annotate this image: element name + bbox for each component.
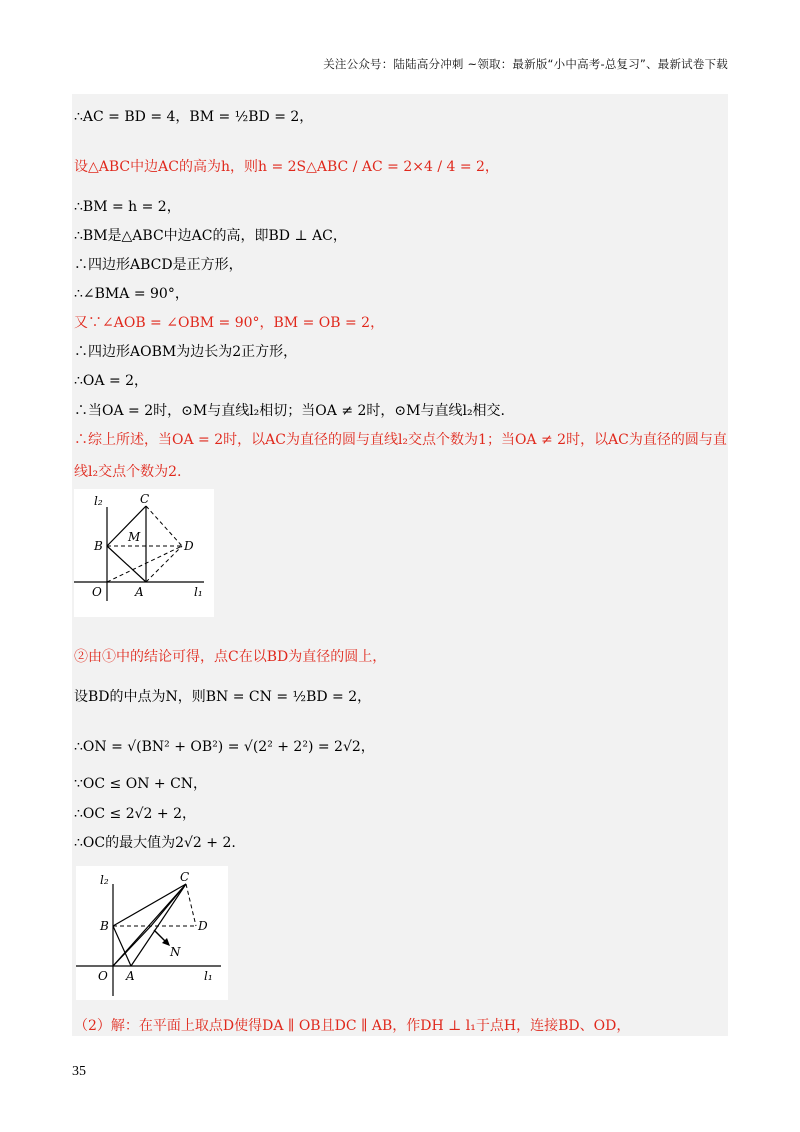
text-line: ∴OC ≤ 2√2 + 2， [74, 806, 197, 822]
label-b: B [100, 919, 109, 933]
text-line: ∴OC的最大值为2√2 + 2. [74, 835, 236, 851]
text-line: ∴综上所述，当OA = 2时，以AC为直径的圆与直线l₂交点个数为1；当OA ≠ 2时，以AC为直径的圆与直 [74, 432, 727, 448]
label-m: M [128, 530, 141, 544]
segment-nc [151, 884, 186, 926]
figure-1 [74, 489, 214, 617]
text-line: ∴OA = 2， [74, 373, 149, 389]
text-line: （2）解：在平面上取点D使得DA ∥ OB且DC ∥ AB，作DH ⊥ l₁于点H，连接BD、OD， [74, 1018, 631, 1034]
segment-ba [113, 926, 131, 966]
text-line: ∴ON = √(BN² + OB²) = √(2² + 2²) = 2√2， [74, 739, 375, 755]
text-line: ∴∠BMA = 90°， [74, 286, 189, 302]
segment-cd [146, 506, 182, 546]
segment-ad [146, 546, 182, 582]
label-l1: l₁ [204, 969, 213, 983]
figure-1-svg [74, 489, 214, 617]
label-o: O [98, 969, 108, 983]
segment-cd [186, 884, 196, 926]
text-line: 设△ABC中边AC的高为h，则h = 2S△ABC / AC = 2×4 / 4 = 2， [74, 159, 499, 175]
label-d: D [184, 539, 194, 553]
text-line: ∴AC = BD = 4，BM = ½BD = 2， [74, 109, 314, 125]
label-a: A [135, 585, 144, 599]
segment-bc [113, 884, 186, 926]
segment-od [107, 546, 182, 582]
text-line: 又∵∠AOB = ∠OBM = 90°，BM = OB = 2， [74, 315, 385, 331]
label-l2: l₂ [100, 873, 109, 887]
label-o: O [92, 585, 102, 599]
page-header: 关注公众号：陆陆高分冲刺 ~领取：最新版“小中高考-总复习”、最新试卷下载 [323, 57, 728, 71]
label-b: B [94, 539, 103, 553]
text-line: ∴BM是△ABC中边AC的高，即BD ⊥ AC， [74, 228, 347, 244]
label-l2: l₂ [94, 494, 103, 508]
text-line: ∴四边形ABCD是正方形， [74, 257, 243, 273]
text-line: ∴BM = h = 2， [74, 199, 181, 215]
text-line: ∴当OA = 2时，⊙M与直线l₂相切；当OA ≠ 2时，⊙M与直线l₂相交. [74, 403, 506, 419]
figure-2-svg [76, 866, 228, 1000]
label-a: A [126, 969, 135, 983]
text-line: 线l₂交点个数为2. [74, 464, 182, 480]
label-n: N [170, 945, 181, 959]
text-line: ②由①中的结论可得，点C在以BD为直径的圆上， [74, 649, 387, 665]
label-d: D [198, 919, 208, 933]
label-l1: l₁ [194, 585, 203, 599]
text-line: ∵OC ≤ ON + CN， [74, 776, 208, 792]
segment-ba [107, 546, 146, 582]
text-line: ∴四边形AOBM为边长为2正方形， [74, 344, 298, 360]
page-number: 35 [72, 1064, 86, 1079]
figure-2 [76, 866, 228, 1000]
segment-on [113, 926, 151, 966]
label-c: C [180, 870, 190, 884]
label-c: C [140, 492, 150, 506]
text-line: 设BD的中点为N，则BN = CN = ½BD = 2， [74, 689, 372, 705]
